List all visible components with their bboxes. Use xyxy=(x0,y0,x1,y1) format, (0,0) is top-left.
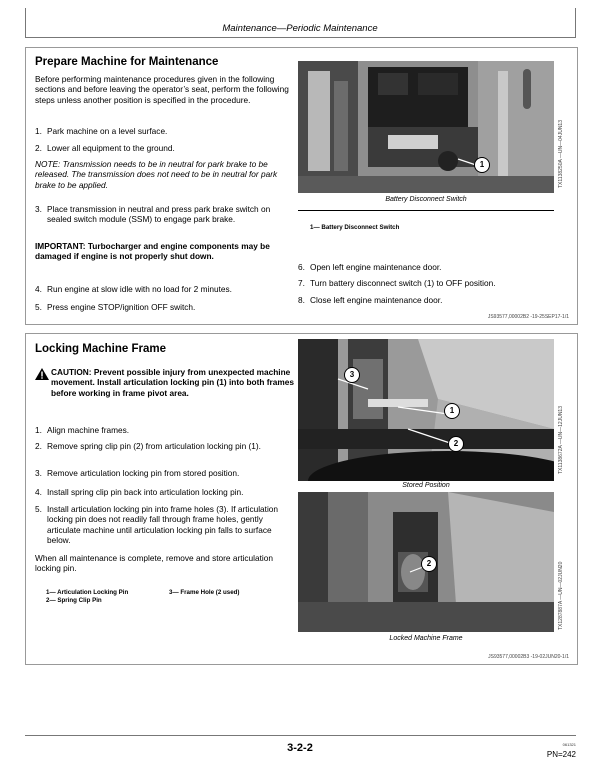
callout-2: 2 xyxy=(448,436,464,452)
caution-text: Prevent possible injury from unexpected machine movement. Install articulation locking pin (1) into both frames before working in frame pivot area. xyxy=(51,367,294,398)
callout-3: 3 xyxy=(344,367,360,383)
step-text: Place transmission in neutral and press park brake switch on sealed switch module (SSM) to engage park brake. xyxy=(47,204,271,225)
lock-step-5 xyxy=(35,504,293,548)
step-text: Remove articulation locking pin from stored position. xyxy=(47,468,240,478)
section-title: Prepare Machine for Maintenance xyxy=(35,56,219,68)
intro-paragraph: Before performing maintenance procedures given in the following sections and before leaving the operator’s seat, perform the following steps unless another position is specified in the procedure. xyxy=(35,74,289,105)
footer-rule xyxy=(25,735,576,736)
reference-code: JS93577,00002B3 -19-02JUN20-1/1 xyxy=(488,654,569,660)
callout-2: 2 xyxy=(421,556,437,572)
step-number: 4. xyxy=(35,284,42,294)
warning-triangle-icon xyxy=(35,368,49,380)
step-text: Install articulation locking pin into frame holes (3). If articulation locking pin does not readily fall through frame holes, gently articulate machine until articulation locking pin falls to surface below. xyxy=(47,504,279,546)
legend-item-1: 1— Articulation Locking Pin xyxy=(46,589,129,596)
lock-step-2 xyxy=(35,441,293,463)
step-text: Install spring clip pin back into articulation locking pin. xyxy=(47,487,244,497)
step-text: Lower all equipment to the ground. xyxy=(47,143,175,153)
reference-code: JS93577,00002B2 -19-25SEP17-1/1 xyxy=(487,314,569,320)
step-text: Turn battery disconnect switch (1) to OFF position. xyxy=(310,278,496,288)
step-7 xyxy=(298,278,556,290)
footer-code: 061321 xyxy=(562,742,576,747)
battery-disconnect-photo xyxy=(298,61,554,193)
note-block xyxy=(35,159,297,190)
step-text: Park machine on a level surface. xyxy=(47,126,168,136)
step-text: Press engine STOP/ignition OFF switch. xyxy=(47,302,196,312)
step-number: 7. xyxy=(298,278,305,288)
lock-step-1 xyxy=(35,425,293,437)
battery-disconnect-illustration xyxy=(298,61,554,193)
step-4 xyxy=(35,284,293,296)
figure-caption: Stored Position xyxy=(402,482,450,489)
step-number: 4. xyxy=(35,487,42,497)
step-number: 5. xyxy=(35,504,42,514)
important-block xyxy=(35,241,293,262)
running-title: Maintenance—Periodic Maintenance xyxy=(222,23,378,34)
header-rule xyxy=(25,37,576,38)
caution-block xyxy=(35,367,297,398)
step-text: Close left engine maintenance door. xyxy=(310,295,443,305)
figure-legend: 1— Battery Disconnect Switch xyxy=(310,224,400,231)
note-label: NOTE: xyxy=(35,159,61,169)
section-title: Locking Machine Frame xyxy=(35,343,167,355)
stored-position-illustration xyxy=(298,339,554,481)
lock-step-4 xyxy=(35,487,293,499)
figure-caption: Locked Machine Frame xyxy=(389,635,463,642)
section-prepare-machine xyxy=(25,47,578,325)
step-2 xyxy=(35,143,293,155)
section-locking-frame xyxy=(25,333,578,665)
step-text: Open left engine maintenance door. xyxy=(310,262,442,272)
legend-item-3: 3— Frame Hole (2 used) xyxy=(169,589,240,596)
step-text: Align machine frames. xyxy=(47,425,130,435)
step-number: 1. xyxy=(35,425,42,435)
step-5 xyxy=(35,302,293,314)
lock-step-3 xyxy=(35,468,293,480)
step-text: Remove spring clip pin (2) from articulation locking pin (1). xyxy=(47,441,261,451)
stored-position-photo xyxy=(298,339,554,481)
step-number: 6. xyxy=(298,262,305,272)
callout-1: 1 xyxy=(444,403,460,419)
step-6 xyxy=(298,262,556,274)
closing-paragraph: When all maintenance is complete, remove and store articulation locking pin. xyxy=(35,553,273,574)
step-number: 3. xyxy=(35,468,42,478)
step-number: 8. xyxy=(298,295,305,305)
important-text: Turbocharger and engine components may be damaged if engine is not properly shut down. xyxy=(35,241,270,262)
locked-frame-photo xyxy=(298,492,554,632)
note-text: Transmission needs to be in neutral for park brake to be released. The transmission does not need to be in neutral for park brake to be applied. xyxy=(35,159,278,190)
figure-code: TX1138250A —UN—04JUN13 xyxy=(558,120,564,188)
step-number: 2. xyxy=(35,143,42,153)
callout-1: 1 xyxy=(474,157,490,173)
step-number: 1. xyxy=(35,126,42,136)
figure-code: TX1287887A —UN—02JUN20 xyxy=(558,561,564,630)
pn-number: PN=242 xyxy=(546,750,576,759)
page-number: 3-2-2 xyxy=(287,742,313,754)
important-label: IMPORTANT: xyxy=(35,241,86,251)
caution-label: CAUTION: xyxy=(51,367,92,377)
step-number: 2. xyxy=(35,441,42,451)
figure-code: TX1138672A —UN—12JUN13 xyxy=(558,406,564,474)
step-1 xyxy=(35,126,293,138)
step-number: 5. xyxy=(35,302,42,312)
step-number: 3. xyxy=(35,204,42,214)
step-8 xyxy=(298,295,556,307)
caption-rule xyxy=(298,210,554,211)
figure-caption: Battery Disconnect Switch xyxy=(385,196,467,203)
legend-item-2: 2— Spring Clip Pin xyxy=(46,597,102,604)
step-3 xyxy=(35,204,293,236)
step-text: Run engine at slow idle with no load for 2 minutes. xyxy=(47,284,232,294)
